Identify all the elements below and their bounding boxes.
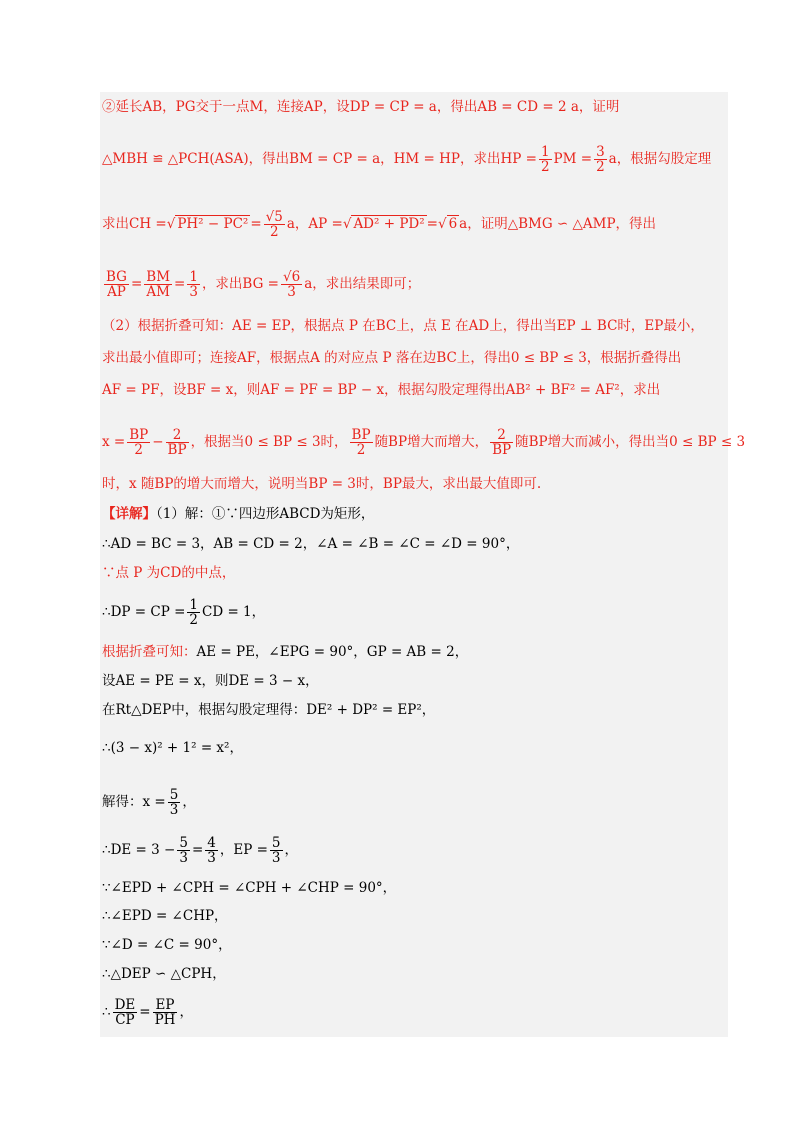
fraction-sqrt6-3: $\frac{√6}{3}$ xyxy=(283,269,301,301)
fraction-five-third-c: $\frac{5}{3}$ xyxy=(271,835,281,867)
fraction-four-third: $\frac{4}{3}$ xyxy=(207,835,216,867)
analysis-line-5: （2）根据折叠可知：AE = EP，根据点 P 在BC上，点 E 在AD上，得出当EP ⊥ BC时，EP最小， xyxy=(102,318,704,334)
fraction-five-third-b: $\frac{5}{3}$ xyxy=(179,835,188,867)
detail-line-12: ∴∠EPD = ∠CHP， xyxy=(102,908,228,924)
detail-line-11: ∵∠EPD + ∠CPH = ∠CPH + ∠CHP = 90°， xyxy=(102,880,397,896)
analysis-line-8: x = $\frac{BP}{2}$ − $\frac{2}{BP}$ ，根据当0 ≤ BP ≤ 3时， $\frac{BP}{2}$ 随BP增大而增大， $\frac{2}{BP}$ 随BP增大而减小，得出当0 ≤ BP ≤ 3 xyxy=(102,427,746,459)
fraction-sqrt5-2: $\frac{√5}{2}$ xyxy=(265,209,283,241)
fraction-half: $\frac{1}{2}$ xyxy=(540,144,550,176)
detail-line-15: ∴ $\frac{DE}{CP}$ = $\frac{EP}{PH}$ ， xyxy=(102,997,193,1029)
detail-line-2: ∴AD = BC = 3，AB = CD = 2，∠A = ∠B = ∠C = ∠D = 90°， xyxy=(102,536,520,552)
detail-line-13: ∵∠D = ∠C = 90°， xyxy=(102,937,232,953)
fraction-2-bp-b: $\frac{2}{BP}$ xyxy=(492,427,512,459)
analysis-line-9: 时，x 随BP的增大而增大，说明当BP = 3时，BP最大，求出最大值即可. xyxy=(102,476,542,492)
detail-line-10: ∴DE = 3 − $\frac{5}{3}$ = $\frac{4}{3}$ ，EP = $\frac{5}{3}$ ， xyxy=(102,835,298,867)
analysis-line-4: $\frac{BG}{AP}$ = $\frac{BM}{AM}$ = $\frac{1}{3}$ ，求出BG = $\frac{√6}{3}$ a，求出结果即可； xyxy=(106,269,421,301)
analysis-line-3: 求出CH =√ PH² − PC² = $\frac{√5}{2}$ a，AP =√ AD² + PD² =√ 6 a，证明△BMG ∽ △AMP，得出 xyxy=(102,209,657,241)
detail-line-5: 根据折叠可知：AE = PE，∠EPG = 90°，GP = AB = 2， xyxy=(102,644,469,660)
fraction-bp-2-b: $\frac{BP}{2}$ xyxy=(351,427,371,459)
fraction-2-bp: $\frac{2}{BP}$ xyxy=(167,427,187,459)
detail-line-14: ∴△DEP ∽ △CPH， xyxy=(102,966,226,982)
analysis-line-7: AF = PF，设BF = x，则AF = PF = BP − x，根据勾股定理得出AB² + BF² = AF²，求出 xyxy=(102,382,661,398)
fraction-bg-ap: $\frac{BG}{AP}$ xyxy=(106,269,127,301)
detail-line-3: ∵点 P 为CD的中点， xyxy=(102,565,236,581)
detail-tag: 【详解】 xyxy=(102,506,156,522)
fraction-five-third: $\frac{5}{3}$ xyxy=(169,787,179,819)
detail-line-6: 设AE = PE = x，则DE = 3 − x， xyxy=(102,673,319,689)
fraction-bm-am: $\frac{BM}{AM}$ xyxy=(146,269,171,301)
fraction-de-cp: $\frac{DE}{CP}$ xyxy=(114,997,136,1029)
fraction-three-half: $\frac{3}{2}$ xyxy=(596,144,605,176)
fraction-bp-2: $\frac{BP}{2}$ xyxy=(129,427,149,459)
analysis-line-1: ②延长AB，PG交于一点M，连接AP，设DP = CP = a，得出AB = CD = 2 a，证明 xyxy=(102,99,620,115)
fraction-one-third: $\frac{1}{3}$ xyxy=(189,269,198,301)
analysis-line-6: 求出最小值即可；连接AF，根据点A 的对应点 P 落在边BC上，得出0 ≤ BP ≤ 3，根据折叠得出 xyxy=(102,350,682,366)
detail-line-8: ∴(3 − x)² + 1² = x²， xyxy=(102,740,243,756)
detail-line-9: 解得：x = $\frac{5}{3}$ ， xyxy=(102,787,196,819)
fraction-half-b: $\frac{1}{2}$ xyxy=(189,597,198,629)
detail-line-1: 【详解】（1）解：①∵四边形ABCD为矩形， xyxy=(102,506,375,522)
detail-line-7: 在Rt△DEP中，根据勾股定理得：DE² + DP² = EP²， xyxy=(102,702,436,718)
analysis-line-2: △MBH ≌ △PCH(ASA)，得出BM = CP = a，HM = HP，求出HP = $\frac{1}{2}$ PM = $\frac{3}{2}$ a，根据勾股定理 xyxy=(102,144,712,176)
fraction-ep-ph: $\frac{EP}{PH}$ xyxy=(154,997,176,1029)
detail-line-4: ∴DP = CP = $\frac{1}{2}$ CD = 1， xyxy=(102,597,266,629)
